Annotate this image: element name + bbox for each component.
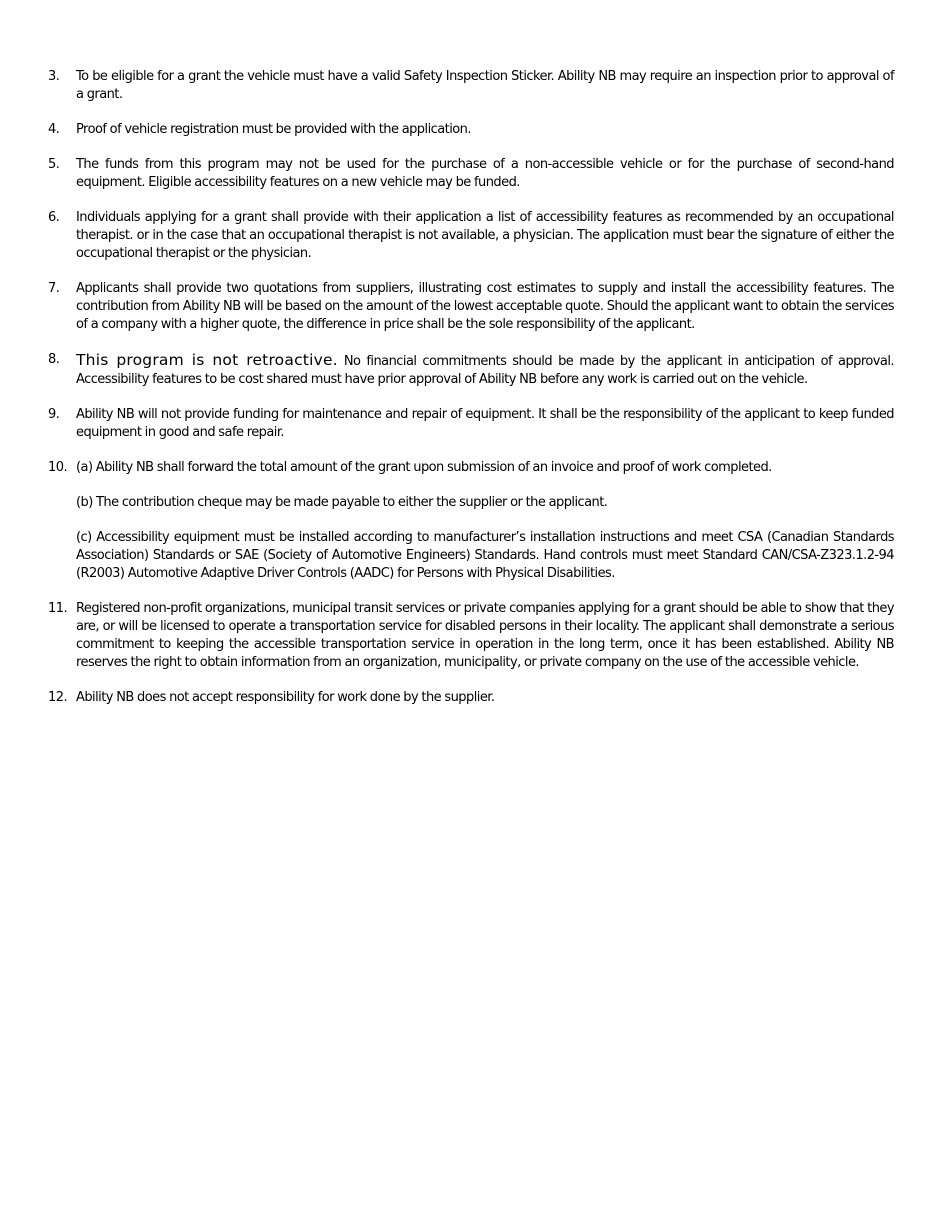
item-body bbox=[76, 600, 894, 672]
item-text: To be eligible for a grant the vehicle must have a valid Safety Inspection Sticker. Ability NB may require an inspection prior to approval of a grant. bbox=[76, 69, 894, 102]
item-body bbox=[76, 351, 894, 389]
item-body bbox=[76, 406, 894, 442]
item-number: 11. bbox=[48, 601, 68, 616]
item-number: 5. bbox=[48, 157, 60, 172]
item-body bbox=[76, 68, 894, 104]
item-body bbox=[76, 209, 894, 263]
item-number: 6. bbox=[48, 210, 60, 225]
item-body bbox=[76, 121, 894, 139]
item-text: Applicants shall provide two quotations from suppliers, illustrating cost estimates to supply and install the accessibility features. The contribution from Ability NB will be based on the amount of the lowest acceptable quote. Should the applicant want to obtain the services of a company with a higher quote, the difference in price shall be the sole responsibility of the applicant. bbox=[76, 281, 894, 332]
list-item-4 bbox=[48, 121, 894, 139]
item-text: Proof of vehicle registration must be provided with the application. bbox=[76, 122, 471, 137]
item-number: 12. bbox=[48, 690, 68, 705]
item-subparagraph-a: (a) Ability NB shall forward the total amount of the grant upon submission of an invoice and proof of work completed. bbox=[76, 460, 772, 475]
list-item-5 bbox=[48, 156, 894, 192]
list-item-8 bbox=[48, 351, 894, 389]
list-item-7 bbox=[48, 280, 894, 334]
item-text: Ability NB will not provide funding for maintenance and repair of equipment. It shall be the responsibility of the applicant to keep funded equipment in good and safe repair. bbox=[76, 407, 894, 440]
list-item-6 bbox=[48, 209, 894, 263]
emphasis-text: This program is not retroactive. bbox=[76, 351, 338, 369]
list-item-10 bbox=[48, 459, 894, 583]
item-subparagraph-b: (b) The contribution cheque may be made payable to either the supplier or the applicant. bbox=[76, 495, 608, 510]
list-item-9 bbox=[48, 406, 894, 442]
item-text-rest: No financial commitments should be made by the applicant in anticipation of approval. Accessibility features to be cost shared must have prior approval of Ability NB before any work is carried out on the vehicle. bbox=[76, 354, 894, 387]
item-number: 8. bbox=[48, 352, 60, 367]
list-item-11 bbox=[48, 600, 894, 672]
item-number: 10. bbox=[48, 460, 68, 475]
list-item-3 bbox=[48, 68, 894, 104]
item-body bbox=[76, 280, 894, 334]
item-number: 9. bbox=[48, 407, 60, 422]
item-text: Registered non-profit organizations, municipal transit services or private companies applying for a grant should be able to show that they are, or will be licensed to operate a transportation service for disabled persons in their locality. The applicant shall demonstrate a serious commitment to keeping the accessible transportation service in operation in the long term, once it has been established. Ability NB reserves the right to obtain information from an organization, municipality, or private company on the use of the accessible vehicle. bbox=[76, 601, 894, 670]
item-body bbox=[76, 459, 894, 583]
item-text: The funds from this program may not be used for the purchase of a non-accessible vehicle or for the purchase of second-hand equipment. Eligible accessibility features on a new vehicle may be funded. bbox=[76, 157, 894, 190]
item-text bbox=[76, 351, 894, 389]
item-number: 7. bbox=[48, 281, 60, 296]
item-body bbox=[76, 156, 894, 192]
item-number: 3. bbox=[48, 69, 60, 84]
document-page bbox=[48, 68, 894, 724]
item-text: Ability NB does not accept responsibility for work done by the supplier. bbox=[76, 690, 495, 705]
item-number: 4. bbox=[48, 122, 60, 137]
item-subparagraph-c: (c) Accessibility equipment must be installed according to manufacturer’s installation instructions and meet CSA (Canadian Standards Association) Standards or SAE (Society of Automotive Engineers) Standards. Hand controls must meet Standard CAN/CSA-Z323.1.2-94 (R2003) Automotive Adaptive Driver Controls (AADC) for Persons with Physical Disabilities. bbox=[76, 530, 894, 581]
item-body bbox=[76, 689, 894, 707]
item-text: Individuals applying for a grant shall provide with their application a list of accessibility features as recommended by an occupational therapist. or in the case that an occupational therapist is not available, a physician. The application must bear the signature of either the occupational therapist or the physician. bbox=[76, 210, 894, 261]
list-item-12 bbox=[48, 689, 894, 707]
